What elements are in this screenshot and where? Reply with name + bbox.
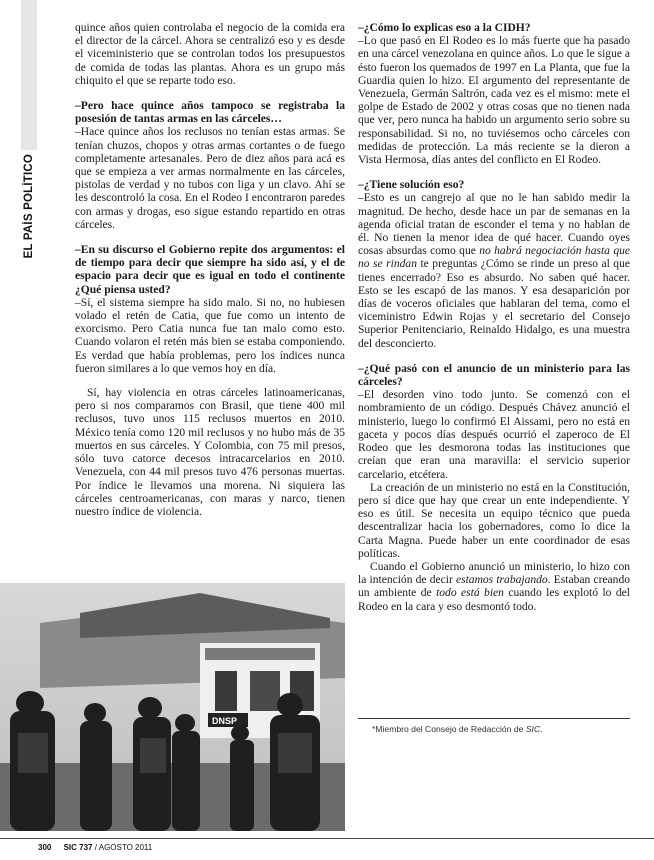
interview-question: –¿Cómo lo explicas eso a la CIDH?	[358, 22, 531, 34]
paragraph: –El desorden vino todo junto. Se comenzó con el nombramiento de un código. Después Chávez anunció el ministerio, luego lo confirmó El Aissami, pero no está en gaceta y pocos días después ocurrió el zaperoco de El Rodeo que les desmorona todas las instituciones que creían que eran una maravilla: el servicio superior carcelario, etcétera.	[358, 389, 630, 481]
paragraph: –Sí, el sistema siempre ha sido malo. Si no, no hubiesen volado el retén de Catia, que fue como un intento de exorcismo. Pero Catia nunca fue tan malo como esto. Cuando volaron el retén más bien se estaba componiendo. Es verdad que había problemas, pero los índices nunca fueron similares a lo que vemos hoy en día.	[75, 296, 345, 375]
emphasis-text: todo está bien	[436, 587, 504, 600]
section-tab	[18, 0, 40, 258]
author-footnote	[372, 724, 630, 734]
paragraph-text: . Estaban creando un ambiente de	[358, 574, 630, 600]
section-label: EL PAÍS POLÍTICO	[23, 153, 35, 258]
paragraph	[358, 192, 630, 350]
interview-question: –Pero hace quince años tampoco se registraba la posesión de tantas armas en las cárceles…	[75, 100, 345, 126]
footnote-emphasis: SIC	[525, 724, 541, 734]
magazine-issue: SIC 737	[63, 843, 93, 852]
page-number: 300	[38, 843, 52, 852]
prison-photo-image	[0, 583, 345, 831]
interview-question: –En su discurso el Gobierno repite dos argumentos: el de tiempo para decir que siempre ha sido así, y el de espacio para decir que es igual en todo el continente ¿Qué piensa usted?	[75, 244, 345, 296]
footnote-divider	[358, 718, 630, 719]
page-footer	[38, 843, 152, 852]
footer-divider	[0, 838, 654, 839]
paragraph-text: cuando les explotó lo del Rodeo en la cara y eso desmontó todo.	[358, 587, 630, 613]
paragraph-text: –Esto es un cangrejo al que no le han sabido medir la magnitud. De hecho, desde hace un par de semanas en la agenda oficial tratan de esconder el tema y no hablan de él. No tienen la menor idea de qué hacer. Cuando oyes cosas absurdas como que	[358, 192, 630, 258]
prison-photo	[0, 583, 345, 831]
paragraph: –Lo que pasó en El Rodeo es lo más fuerte que ha pasado en una cárcel venezolana en quince años. Lo que le sigue a ésto fueron los quemados de 1997 en La Planta, que fue la Guardia quien lo hizo. El argumento del representante de Venezuela, Germán Saltrón, cada vez es el mismo: mete el golpe de Estado de 2002 y otras cosas que no tienen nada que ver, pero nunca ha habido un argumento serio sobre su responsabilidad. Si no, no tuviésemos ocho cárceles con medidas de protección. La más reciente se la dieron a Vista Hermosa, días antes del conflicto en El Rodeo.	[358, 35, 630, 167]
footnote-suffix: .	[540, 724, 543, 734]
emphasis-text: estamos trabajando	[455, 574, 548, 587]
interview-question: –¿Tiene solución eso?	[358, 179, 465, 192]
paragraph: La creación de un ministerio no está en la Constitución, pero sí dice que hay que crear un ente independiente. Y eso es útil. Se necesita un equipo técnico que pueda descentralizar hacia los gobernadores, como lo dice la Carta Magna. Puede haber un ente coordinador de esas políticas.	[358, 481, 630, 560]
paragraph: Sí, hay violencia en otras cárceles latinoamericanas, pero si nos comparamos con Brasil, que tiene 400 mil reclusos, tuvo unos 115 reclusos muertos en 2010. México tenía como 120 mil reclusos y no hubo más de 35 muertos en sus cárceles. Y Colombia, con 75 mil presos, sólo tuvo catorce decesos intracarcelarios en 2010. Venezuela, con 44 mil presos tuvo 476 personas muertas. Por índice le llevamos una morena. Ni siquiera las cárceles centroamericanas, con maras y narco, tienen nuestro índice de violencia.	[75, 387, 345, 518]
paragraph: quince años quien controlaba el negocio de la comida era el director de la cárcel. Ahora se centralizó eso y es desde el viceministerio que se controlan todos los presupuestos de comida de todas las plantas. Ahora es un grupo más chiquito el que se reparte todo eso.	[75, 22, 345, 87]
right-column	[358, 22, 630, 614]
paragraph-text: te preguntas ¿Cómo se rinde un preso al que tienes encerrado? Eso es absurdo. No saben qué hacer. Esto se les escapó de las manos. Y esa desaparición por días de voceros oficiales que hablaran del tema, como el viceministro Edwin Rojas y el secretario del Consejo Superior Penitenciario, Reinaldo Hidalgo, es una muestra del desconcierto.	[358, 258, 630, 350]
footnote-text: *Miembro del Consejo de Redacción de	[372, 724, 526, 734]
dnsp-sign: DNSP	[212, 716, 238, 726]
issue-date: / AGOSTO 2011	[92, 843, 153, 852]
emphasis-text: no habrá negociación hasta que no se rindan	[358, 245, 630, 271]
interview-question: –¿Qué pasó con el anuncio de un ministerio para las cárceles?	[358, 362, 630, 389]
paragraph-text: Cuando el Gobierno anunció un ministerio, lo hizo con la intención de decir	[358, 560, 630, 587]
left-column	[75, 22, 345, 519]
paragraph	[358, 561, 630, 614]
section-tab-bar	[21, 0, 37, 150]
paragraph: –Hace quince años los reclusos no tenían estas armas. Se tenían chuzos, chopos y otras armas cortantes o de fuego completamente artesanales. Pero de diez años para acá es que se empieza a ver armas normalmente en las cárceles, pistolas de verdad y no tubos con liga y un clavo. Ahí se les descontroló la cosa. En el Rodeo I encontraron paredes con armas y drogas, eso sigue estando repartido en otras cárceles.	[75, 126, 345, 231]
